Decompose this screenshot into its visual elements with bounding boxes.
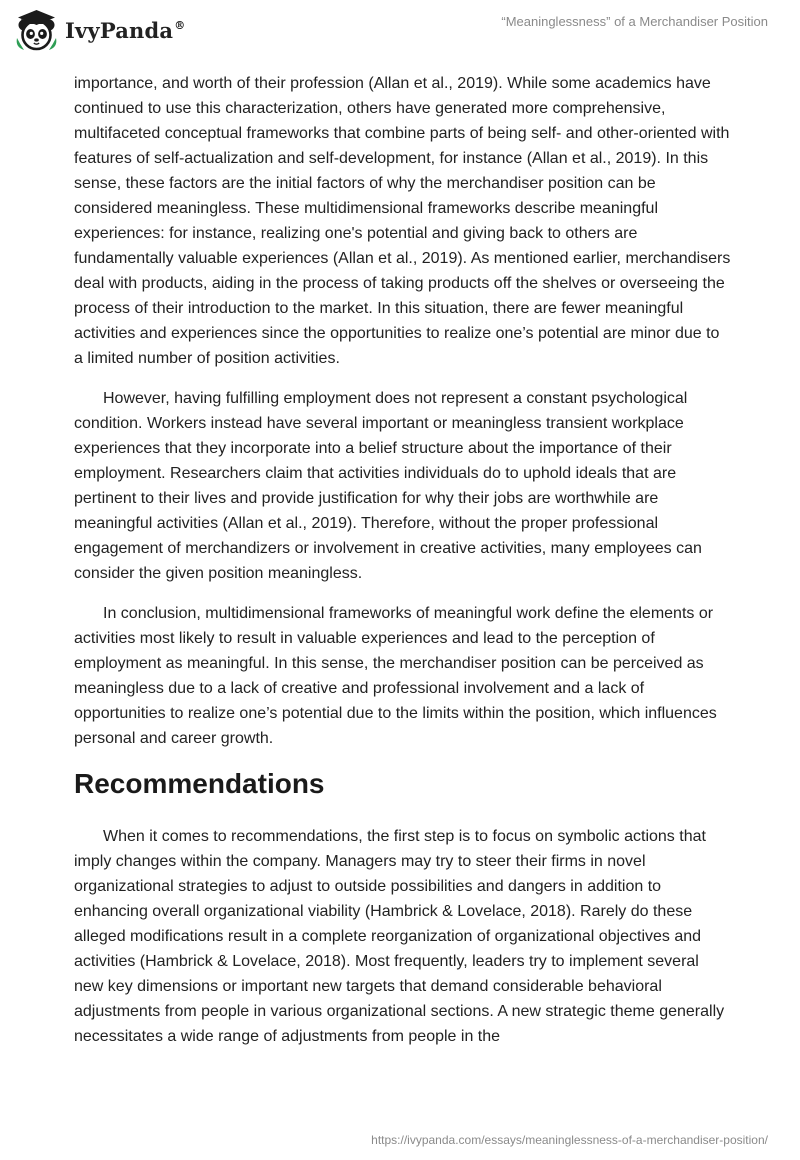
panda-graduate-logo-icon [14,8,60,52]
source-url[interactable]: https://ivypanda.com/essays/meaninglessness-of-a-merchandiser-position/ [371,1133,768,1147]
document-title: “Meaninglessness” of a Merchandiser Position [501,14,768,29]
section-heading: Recommendations [74,768,325,799]
paragraph: When it comes to recommendations, the first step is to focus on symbolic actions that imply changes within the company. Managers may try to steer their firms in novel organizational strategies to adjust to outside possibilities and dangers in addition to enhancing overall organizational viability (Hambrick & Lovelace, 2018). Rarely do these alleged modifications result in a complete reorganization of organizational objectives and activities (Hambrick & Lovelace, 2018). Most frequently, leaders try to implement several new key dimensions or important new targets that demand considerable behavioral adjustments from people in various organizational sections. A new strategic theme generally necessitates a wide range of adjustments from people in the [74,828,725,1045]
page-header [0,0,800,60]
paragraph: importance, and worth of their profession (Allan et al., 2019). While some academics have continued to use this characterization, others have generated more comprehensive, multifaceted conceptual frameworks that combine parts of being self- and other-oriented with features of self-actualization and self-development, for instance (Allan et al., 2019). In this sense, these factors are the initial factors of why the merchandiser position can be considered meaningless. These multidimensional frameworks describe meaningful experiences: for instance, realizing one's potential and giving back to others are fundamentally valuable experiences (Allan et al., 2019). As mentioned earlier, merchandisers deal with products, aiding in the process of taking products off the shelves or overseeing the process of their introduction to the market. In this situation, there are fewer meaningful activities and experiences since the opportunities to realize one’s potential are minor due to a limited number of position activities. [74,75,731,367]
paragraph: However, having fulfilling employment does not represent a constant psychological condition. Workers instead have several important or meaningless transient workplace experiences that they incorporate into a belief structure about the importance of their employment. Researchers claim that activities individuals do to uphold ideals that are pertinent to their lives and provide justification for why their jobs are worthwhile are meaningful activities (Allan et al., 2019). Therefore, without the proper professional engagement of merchandizers or involvement in creative activities, many employees can consider the given position meaningless. [74,390,702,582]
paragraph: In conclusion, multidimensional frameworks of meaningful work define the elements or activities most likely to result in valuable experiences and lead to the perception of employment as meaningful. In this sense, the merchandiser position can be perceived as meaningless due to a lack of creative and professional involvement and a lack of opportunities to realize one’s potential due to the limits within the position, which influences personal and career growth. [74,605,717,747]
ivypanda-logo[interactable] [14,8,185,52]
brand-name: IvyPanda® [65,17,186,43]
essay-content [74,71,732,1064]
